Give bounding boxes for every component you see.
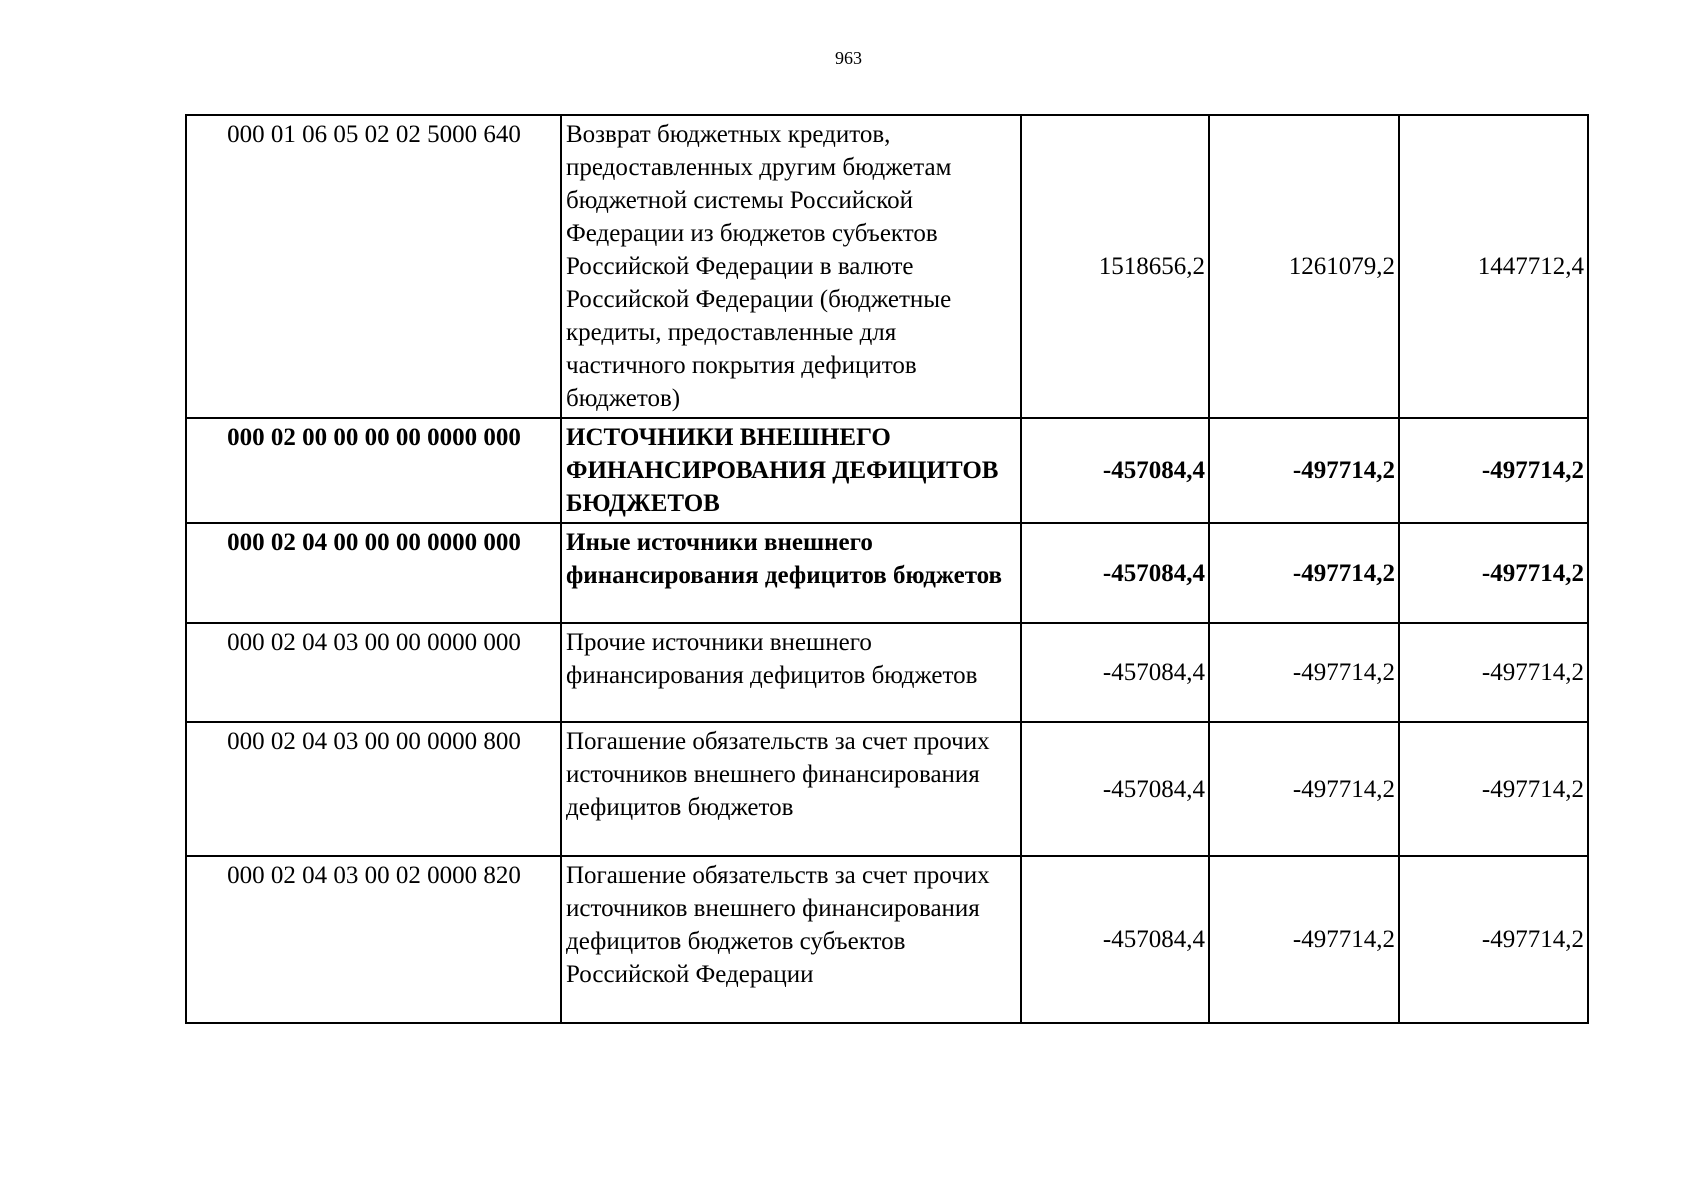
value-cell-2: -497714,2 xyxy=(1209,856,1399,1023)
value-cell-1: -457084,4 xyxy=(1021,856,1209,1023)
budget-sources-table xyxy=(185,114,1589,1024)
description-cell: Прочие источники внешнего финансирования дефицитов бюджетов xyxy=(561,623,1021,722)
budget-code-cell: 000 02 04 00 00 00 0000 000 xyxy=(186,523,561,623)
budget-code-cell: 000 02 00 00 00 00 0000 000 xyxy=(186,418,561,523)
description-cell: Иные источники внешнего финансирования дефицитов бюджетов xyxy=(561,523,1021,623)
page-number: 963 xyxy=(835,48,862,68)
value-cell-2: -497714,2 xyxy=(1209,722,1399,856)
budget-code-cell: 000 02 04 03 00 00 0000 000 xyxy=(186,623,561,722)
budget-code-cell: 000 01 06 05 02 02 5000 640 xyxy=(186,115,561,418)
table-row xyxy=(186,115,1588,418)
value-cell-1: -457084,4 xyxy=(1021,722,1209,856)
value-cell-2: -497714,2 xyxy=(1209,623,1399,722)
value-cell-1: -457084,4 xyxy=(1021,418,1209,523)
value-cell-3: -497714,2 xyxy=(1399,523,1588,623)
budget-code-cell: 000 02 04 03 00 00 0000 800 xyxy=(186,722,561,856)
table-row xyxy=(186,418,1588,523)
description-cell: Погашение обязательств за счет прочих источников внешнего финансирования дефицитов бюджетов xyxy=(561,722,1021,856)
value-cell-2: -497714,2 xyxy=(1209,523,1399,623)
value-cell-3: -497714,2 xyxy=(1399,722,1588,856)
value-cell-3: -497714,2 xyxy=(1399,623,1588,722)
table-row xyxy=(186,856,1588,1023)
budget-code-cell: 000 02 04 03 00 02 0000 820 xyxy=(186,856,561,1023)
table-row xyxy=(186,722,1588,856)
table-row xyxy=(186,523,1588,623)
description-cell: ИСТОЧНИКИ ВНЕШНЕГО ФИНАНСИРОВАНИЯ ДЕФИЦИТОВ БЮДЖЕТОВ xyxy=(561,418,1021,523)
value-cell-3: -497714,2 xyxy=(1399,418,1588,523)
value-cell-1: -457084,4 xyxy=(1021,623,1209,722)
value-cell-3: -497714,2 xyxy=(1399,856,1588,1023)
table-row xyxy=(186,623,1588,722)
value-cell-3: 1447712,4 xyxy=(1399,115,1588,418)
description-cell: Возврат бюджетных кредитов, предоставленных другим бюджетам бюджетной системы Российской Федерации из бюджетов субъектов Российской Федерации в валюте Российской Федерации (бюджетные кредиты, предоставленные для частичного покрытия дефицитов бюджетов) xyxy=(561,115,1021,418)
value-cell-1: -457084,4 xyxy=(1021,523,1209,623)
description-cell: Погашение обязательств за счет прочих источников внешнего финансирования дефицитов бюджетов субъектов Российской Федерации xyxy=(561,856,1021,1023)
value-cell-1: 1518656,2 xyxy=(1021,115,1209,418)
value-cell-2: -497714,2 xyxy=(1209,418,1399,523)
value-cell-2: 1261079,2 xyxy=(1209,115,1399,418)
